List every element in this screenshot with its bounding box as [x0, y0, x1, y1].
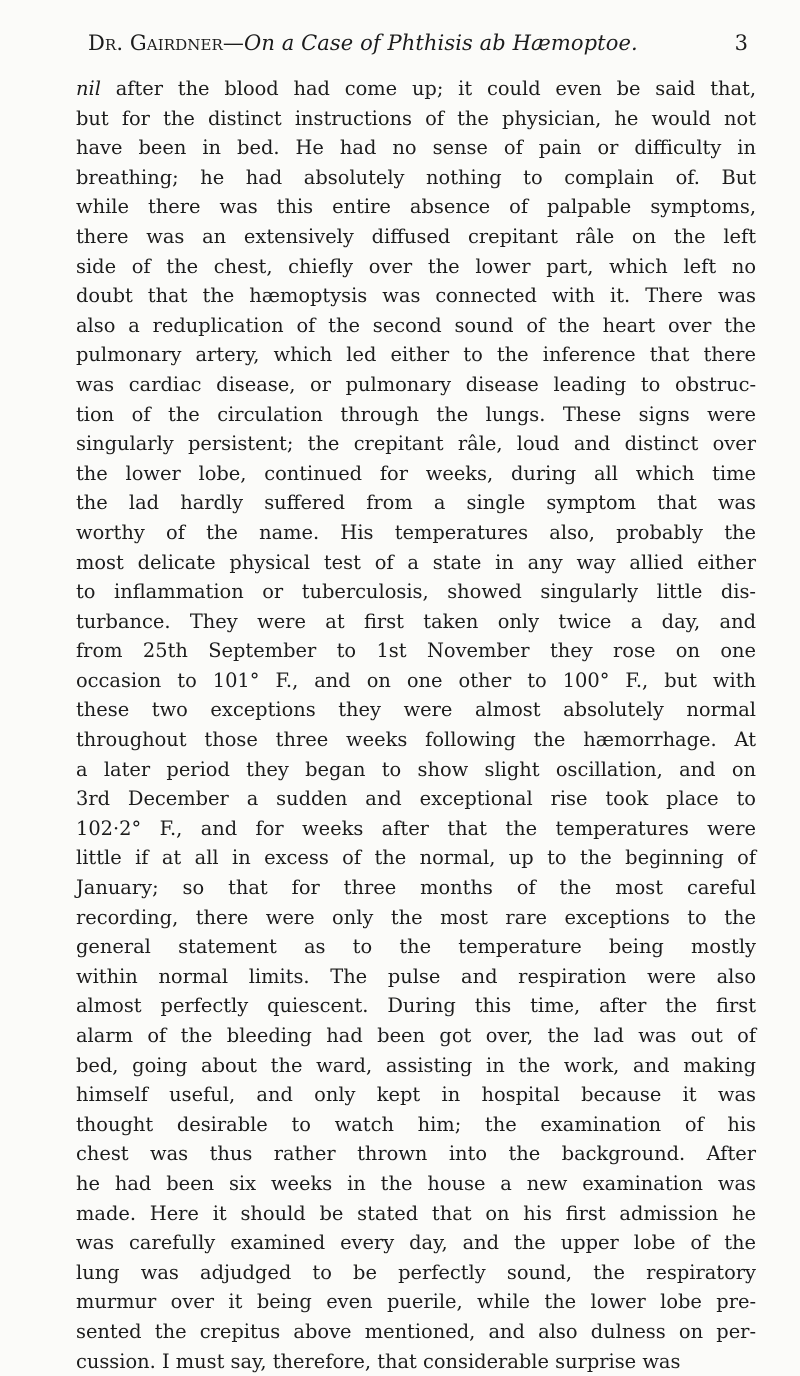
line-text: alarm of the bleeding had been got over, the lad was out of [76, 1024, 756, 1047]
line-text: while there was this entire absence of palpable symptoms, [76, 195, 756, 219]
text-line [76, 1317, 756, 1347]
text-line [76, 1228, 756, 1258]
line-text: turbance. They were at first taken only twice a day, and [76, 609, 756, 633]
line-text: 102·2° F., and for weeks after that the temperatures were [76, 816, 756, 840]
text-line [76, 1169, 756, 1199]
text-line [76, 873, 756, 903]
text-line [76, 104, 756, 134]
line-text: sented the crepitus above mentioned, and also dulness on per- [76, 1319, 756, 1343]
text-line [76, 755, 756, 785]
line-text: was carefully examined every day, and the upper lobe of the [76, 1231, 756, 1255]
line-text: general statement as to the temperature being mostly [76, 935, 756, 959]
line-text: cussion. I must say, therefore, that considerable surprise was [76, 1349, 681, 1373]
text-line [76, 518, 756, 548]
line-text: but for the distinct instructions of the physician, he would not [76, 106, 756, 130]
text-line [76, 133, 756, 163]
text-line [76, 636, 756, 666]
text-line [76, 666, 756, 696]
line-text: chest was thus rather thrown into the background. After [76, 1142, 756, 1166]
text-line [76, 1051, 756, 1081]
line-text: there was an extensively diffused crepitant râle on the left [76, 224, 756, 248]
line-text: worthy of the name. His temperatures also, probably the [76, 520, 756, 544]
text-line [76, 222, 756, 252]
line-text: tion of the circulation through the lungs. These signs were [76, 402, 756, 426]
line-text: bed, going about the ward, assisting in the work, and making [76, 1053, 756, 1077]
text-line [76, 400, 756, 430]
line-text: was cardiac disease, or pulmonary disease leading to obstruc- [76, 372, 756, 396]
text-line [76, 932, 756, 962]
line-text: these two exceptions they were almost absolutely normal [76, 698, 756, 722]
text-line [76, 1347, 756, 1376]
running-head [76, 28, 756, 68]
text-line [76, 577, 756, 607]
line-text: within normal limits. The pulse and respiration were also [76, 964, 756, 988]
line-text: from 25th September to 1st November they rose on one [76, 639, 756, 663]
text-line [76, 340, 756, 370]
text-line [76, 459, 756, 489]
text-line [76, 370, 756, 400]
line-text: throughout those three weeks following the hæmorrhage. At [76, 728, 756, 752]
text-line [76, 429, 756, 459]
text-line [76, 281, 756, 311]
line-text: singularly persistent; the crepitant râle, loud and distinct over [76, 432, 756, 456]
line-text: little if at all in excess of the normal, up to the beginning of [76, 846, 756, 870]
line-text: after the blood had come up; it could even be said that, [100, 77, 756, 100]
line-text: most delicate physical test of a state in any way allied either [76, 550, 756, 574]
text-line [76, 1021, 756, 1051]
line-text: to inflammation or tuberculosis, showed singularly little dis- [76, 580, 756, 604]
line-text: have been in bed. He had no sense of pain or difficulty in [76, 136, 756, 160]
line-text: doubt that the hæmoptysis was connected with it. There was [76, 284, 756, 308]
author-name: Dr. Gairdner [88, 31, 223, 55]
italic-word: nil [76, 77, 101, 100]
text-line [76, 784, 756, 814]
head-separator: — [222, 31, 245, 55]
text-line [76, 725, 756, 755]
line-text: thought desirable to watch him; the examination of his [76, 1112, 756, 1136]
line-text: recording, there were only the most rare exceptions to the [76, 905, 756, 929]
line-text: the lower lobe, continued for weeks, during all which time [76, 461, 756, 485]
line-text: side of the chest, chiefly over the lower part, which left no [76, 254, 756, 278]
text-line [76, 1199, 756, 1229]
text-line [76, 1080, 756, 1110]
line-text: the lad hardly suffered from a single symptom that was [76, 491, 756, 515]
line-text: himself useful, and only kept in hospital because it was [76, 1083, 756, 1107]
text-line [76, 962, 756, 992]
running-head-title [88, 28, 638, 58]
text-line [76, 1287, 756, 1317]
line-text: almost perfectly quiescent. During this time, after the first [76, 994, 756, 1018]
line-text: he had been six weeks in the house a new examination was [76, 1171, 756, 1195]
text-line [76, 74, 756, 104]
text-line [76, 695, 756, 725]
line-text: occasion to 101° F., and on one other to 100° F., but with [76, 668, 756, 692]
article-title: On a Case of Phthisis ab Hæmoptoe. [244, 31, 638, 55]
text-line [76, 311, 756, 341]
page-number: 3 [734, 31, 748, 55]
body-paragraph [76, 74, 756, 1376]
text-line [76, 903, 756, 933]
line-text: also a reduplication of the second sound of the heart over the [76, 313, 756, 337]
text-line [76, 814, 756, 844]
line-text: pulmonary artery, which led either to the inference that there [76, 343, 756, 367]
text-line [76, 488, 756, 518]
line-text: 3rd December a sudden and exceptional rise took place to [76, 787, 756, 811]
text-line [76, 1110, 756, 1140]
text-line [76, 548, 756, 578]
line-text: breathing; he had absolutely nothing to complain of. But [76, 165, 756, 189]
line-text: a later period they began to show slight oscillation, and on [76, 757, 756, 781]
text-line [76, 163, 756, 193]
text-line [76, 252, 756, 282]
line-text: murmur over it being even puerile, while the lower lobe pre- [76, 1290, 756, 1314]
text-line [76, 843, 756, 873]
line-text: January; so that for three months of the most careful [76, 876, 756, 900]
text-line [76, 1139, 756, 1169]
line-text: lung was adjudged to be perfectly sound, the respiratory [76, 1260, 756, 1284]
text-line [76, 192, 756, 222]
text-line [76, 1258, 756, 1288]
line-text: made. Here it should be stated that on his first admission he [76, 1201, 756, 1225]
text-line [76, 991, 756, 1021]
text-line [76, 607, 756, 637]
